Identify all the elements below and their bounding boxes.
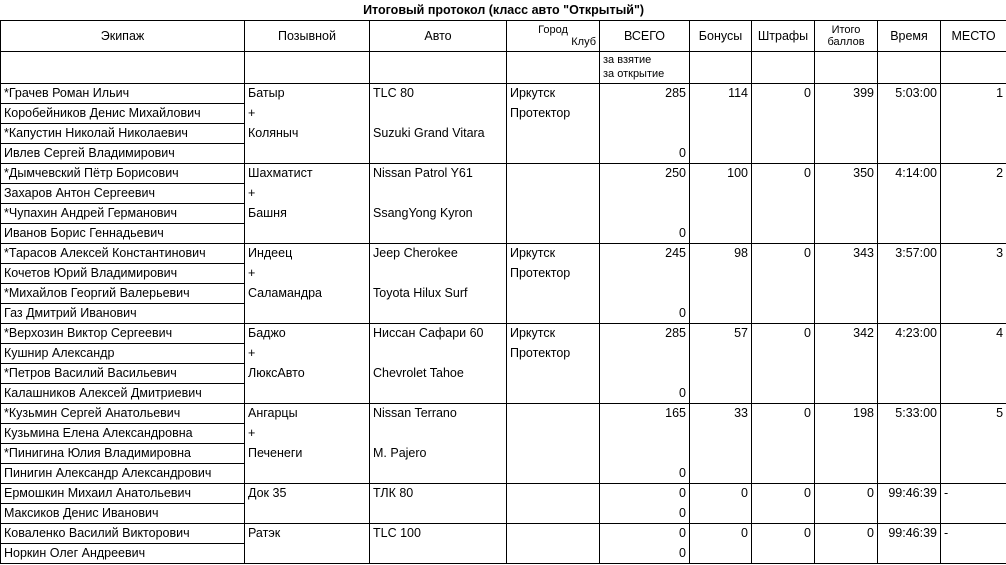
cell-crew: Максиков Денис Иванович xyxy=(1,504,245,524)
cell-crew: *Тарасов Алексей Константинович xyxy=(1,244,245,264)
cell-place: - xyxy=(941,484,1006,504)
cell-car: Jeep Cherokee xyxy=(370,244,507,264)
cell-crew: Иванов Борис Геннадьевич xyxy=(1,224,245,244)
cell-callsign xyxy=(245,504,370,524)
cell-callsign: Печенеги xyxy=(245,444,370,464)
cell-time: 4:23:00 xyxy=(878,324,941,344)
cell-crew: Кузьмина Елена Александровна xyxy=(1,424,245,444)
cell-callsign: + xyxy=(245,264,370,284)
cell-time xyxy=(878,464,941,484)
cell-callsign: Баджо xyxy=(245,324,370,344)
cell-crew: Газ Дмитрий Иванович xyxy=(1,304,245,324)
cell-penalty: 0 xyxy=(752,84,815,104)
cell-points xyxy=(815,184,878,204)
table-row xyxy=(1,304,1006,324)
cell-car: TLC 100 xyxy=(370,524,507,544)
cell-car: Ниссан Сафари 60 xyxy=(370,324,507,344)
cell-bonus xyxy=(690,304,752,324)
cell-place xyxy=(941,384,1006,404)
cell-crew: *Дымчевский Пётр Борисович xyxy=(1,164,245,184)
table-row xyxy=(1,204,1006,224)
table-row xyxy=(1,164,1006,184)
table-row xyxy=(1,224,1006,244)
cell-city: Иркутск xyxy=(507,324,600,344)
table-row xyxy=(1,244,1006,264)
cell-place xyxy=(941,144,1006,164)
header-city-line1: Город xyxy=(538,24,568,36)
cell-place: 1 xyxy=(941,84,1006,104)
cell-penalty xyxy=(752,304,815,324)
cell-place xyxy=(941,304,1006,324)
cell-city xyxy=(507,544,600,564)
cell-total: 285 xyxy=(600,84,690,104)
cell-car: Chevrolet Tahoe xyxy=(370,364,507,384)
cell-city: Иркутск xyxy=(507,84,600,104)
cell-car xyxy=(370,504,507,524)
cell-total xyxy=(600,104,690,124)
cell-car xyxy=(370,344,507,364)
cell-place xyxy=(941,264,1006,284)
cell-time xyxy=(878,204,941,224)
cell-points: 399 xyxy=(815,84,878,104)
cell-bonus: 0 xyxy=(690,524,752,544)
table-row xyxy=(1,144,1006,164)
cell-penalty: 0 xyxy=(752,244,815,264)
cell-penalty xyxy=(752,264,815,284)
cell-time: 99:46:39 xyxy=(878,524,941,544)
table-row xyxy=(1,184,1006,204)
table-row xyxy=(1,504,1006,524)
cell-city: Протектор xyxy=(507,264,600,284)
cell-car: Nissan Patrol Y61 xyxy=(370,164,507,184)
cell-points: 342 xyxy=(815,324,878,344)
subheader-cell xyxy=(245,52,370,84)
cell-points: 343 xyxy=(815,244,878,264)
cell-crew: *Грачев Роман Ильич xyxy=(1,84,245,104)
cell-crew: Калашников Алексей Дмитриевич xyxy=(1,384,245,404)
cell-place xyxy=(941,124,1006,144)
cell-callsign xyxy=(245,144,370,164)
cell-points xyxy=(815,104,878,124)
cell-crew: Кочетов Юрий Владимирович xyxy=(1,264,245,284)
cell-car xyxy=(370,104,507,124)
cell-place xyxy=(941,104,1006,124)
cell-total xyxy=(600,184,690,204)
cell-penalty xyxy=(752,204,815,224)
cell-crew: Коробейников Денис Михайлович xyxy=(1,104,245,124)
cell-place: - xyxy=(941,524,1006,544)
cell-crew: *Капустин Николай Николаевич xyxy=(1,124,245,144)
cell-points xyxy=(815,144,878,164)
cell-place xyxy=(941,184,1006,204)
cell-crew: *Михайлов Георгий Валерьевич xyxy=(1,284,245,304)
cell-bonus xyxy=(690,284,752,304)
subheader-cell xyxy=(752,52,815,84)
cell-points xyxy=(815,204,878,224)
table-row xyxy=(1,344,1006,364)
cell-penalty xyxy=(752,544,815,564)
cell-callsign: Коляныч xyxy=(245,124,370,144)
cell-city xyxy=(507,464,600,484)
cell-time xyxy=(878,304,941,324)
cell-penalty xyxy=(752,444,815,464)
header-penalty: Штрафы xyxy=(752,21,815,52)
cell-points: 350 xyxy=(815,164,878,184)
cell-car xyxy=(370,304,507,324)
cell-callsign: + xyxy=(245,104,370,124)
cell-penalty xyxy=(752,284,815,304)
cell-bonus xyxy=(690,424,752,444)
cell-time xyxy=(878,124,941,144)
cell-crew: Ермошкин Михаил Анатольевич xyxy=(1,484,245,504)
cell-points xyxy=(815,284,878,304)
cell-callsign: Саламандра xyxy=(245,284,370,304)
cell-place xyxy=(941,364,1006,384)
cell-callsign: Ратэк xyxy=(245,524,370,544)
cell-total: 245 xyxy=(600,244,690,264)
header-bonus: Бонусы xyxy=(690,21,752,52)
cell-bonus: 100 xyxy=(690,164,752,184)
cell-place xyxy=(941,344,1006,364)
cell-time xyxy=(878,504,941,524)
cell-time xyxy=(878,384,941,404)
cell-penalty xyxy=(752,424,815,444)
cell-time: 5:03:00 xyxy=(878,84,941,104)
cell-bonus: 114 xyxy=(690,84,752,104)
cell-place xyxy=(941,284,1006,304)
cell-points xyxy=(815,344,878,364)
subheader-cell xyxy=(941,52,1006,84)
table-row xyxy=(1,404,1006,424)
cell-city xyxy=(507,304,600,324)
cell-penalty: 0 xyxy=(752,404,815,424)
cell-bonus xyxy=(690,344,752,364)
cell-city xyxy=(507,444,600,464)
cell-penalty xyxy=(752,224,815,244)
cell-bonus xyxy=(690,104,752,124)
cell-total: 0 xyxy=(600,144,690,164)
cell-total xyxy=(600,344,690,364)
cell-crew: *Кузьмин Сергей Анатольевич xyxy=(1,404,245,424)
cell-callsign xyxy=(245,544,370,564)
cell-car xyxy=(370,424,507,444)
subheader-cell xyxy=(878,52,941,84)
cell-points xyxy=(815,224,878,244)
cell-penalty xyxy=(752,124,815,144)
cell-points xyxy=(815,464,878,484)
cell-car: M. Pajero xyxy=(370,444,507,464)
cell-bonus xyxy=(690,444,752,464)
cell-points xyxy=(815,364,878,384)
cell-callsign: Башня xyxy=(245,204,370,224)
cell-penalty xyxy=(752,464,815,484)
cell-points xyxy=(815,124,878,144)
cell-car xyxy=(370,544,507,564)
cell-car xyxy=(370,144,507,164)
cell-car xyxy=(370,384,507,404)
cell-total: 285 xyxy=(600,324,690,344)
header-points xyxy=(815,21,878,52)
cell-points xyxy=(815,544,878,564)
cell-callsign: Индеец xyxy=(245,244,370,264)
cell-time xyxy=(878,344,941,364)
cell-time: 4:14:00 xyxy=(878,164,941,184)
cell-penalty xyxy=(752,344,815,364)
table-row xyxy=(1,324,1006,344)
table-row xyxy=(1,264,1006,284)
subheader-total xyxy=(600,52,690,84)
table-row xyxy=(1,524,1006,544)
cell-crew: *Чупахин Андрей Германович xyxy=(1,204,245,224)
cell-place xyxy=(941,544,1006,564)
cell-callsign: Батыр xyxy=(245,84,370,104)
header-row xyxy=(1,21,1006,52)
cell-bonus xyxy=(690,184,752,204)
cell-city xyxy=(507,164,600,184)
header-crew: Экипаж xyxy=(1,21,245,52)
cell-points xyxy=(815,424,878,444)
header-points-line1: Итого xyxy=(831,24,861,36)
cell-city: Иркутск xyxy=(507,244,600,264)
cell-points xyxy=(815,264,878,284)
cell-total: 0 xyxy=(600,304,690,324)
cell-bonus xyxy=(690,124,752,144)
cell-points xyxy=(815,504,878,524)
cell-time xyxy=(878,264,941,284)
cell-callsign: + xyxy=(245,424,370,444)
cell-total xyxy=(600,364,690,384)
cell-bonus xyxy=(690,464,752,484)
cell-city: Протектор xyxy=(507,344,600,364)
cell-car: SsangYong Kyron xyxy=(370,204,507,224)
cell-time xyxy=(878,284,941,304)
cell-place xyxy=(941,464,1006,484)
cell-total xyxy=(600,444,690,464)
cell-penalty: 0 xyxy=(752,164,815,184)
cell-bonus xyxy=(690,204,752,224)
table-row xyxy=(1,424,1006,444)
cell-total xyxy=(600,204,690,224)
cell-total: 0 xyxy=(600,384,690,404)
cell-callsign xyxy=(245,384,370,404)
cell-penalty xyxy=(752,364,815,384)
cell-time xyxy=(878,224,941,244)
cell-callsign: Док 35 xyxy=(245,484,370,504)
cell-bonus xyxy=(690,144,752,164)
cell-car: TLC 80 xyxy=(370,84,507,104)
cell-crew: Норкин Олег Андреевич xyxy=(1,544,245,564)
header-total: ВСЕГО xyxy=(600,21,690,52)
cell-crew: *Верхозин Виктор Сергеевич xyxy=(1,324,245,344)
cell-time: 3:57:00 xyxy=(878,244,941,264)
table-row xyxy=(1,124,1006,144)
cell-bonus xyxy=(690,544,752,564)
cell-time xyxy=(878,144,941,164)
cell-penalty xyxy=(752,144,815,164)
header-car: Авто xyxy=(370,21,507,52)
cell-city xyxy=(507,504,600,524)
cell-city xyxy=(507,224,600,244)
cell-total xyxy=(600,264,690,284)
cell-callsign: + xyxy=(245,184,370,204)
subheader-row xyxy=(1,52,1006,84)
cell-car: Suzuki Grand Vitara xyxy=(370,124,507,144)
cell-place xyxy=(941,204,1006,224)
cell-time xyxy=(878,444,941,464)
cell-callsign: Ангарцы xyxy=(245,404,370,424)
cell-total xyxy=(600,424,690,444)
header-city-line2: Клуб xyxy=(571,36,596,48)
table-row xyxy=(1,364,1006,384)
cell-penalty xyxy=(752,184,815,204)
cell-callsign: ЛюксАвто xyxy=(245,364,370,384)
subheader-total-line2: за открытие xyxy=(603,68,665,80)
cell-bonus xyxy=(690,224,752,244)
cell-total: 0 xyxy=(600,464,690,484)
page-title: Итоговый протокол (класс авто "Открытый") xyxy=(363,2,645,17)
table-row xyxy=(1,284,1006,304)
cell-total: 165 xyxy=(600,404,690,424)
subheader-cell xyxy=(370,52,507,84)
cell-callsign: Шахматист xyxy=(245,164,370,184)
cell-bonus: 98 xyxy=(690,244,752,264)
cell-total: 0 xyxy=(600,504,690,524)
cell-points xyxy=(815,444,878,464)
cell-place: 2 xyxy=(941,164,1006,184)
cell-city xyxy=(507,204,600,224)
cell-car xyxy=(370,264,507,284)
cell-penalty xyxy=(752,384,815,404)
cell-place xyxy=(941,444,1006,464)
cell-points: 198 xyxy=(815,404,878,424)
cell-bonus xyxy=(690,364,752,384)
cell-place: 5 xyxy=(941,404,1006,424)
cell-total: 0 xyxy=(600,484,690,504)
table-row xyxy=(1,384,1006,404)
cell-total xyxy=(600,284,690,304)
cell-bonus: 0 xyxy=(690,484,752,504)
subheader-cell xyxy=(815,52,878,84)
cell-city: Протектор xyxy=(507,104,600,124)
table-row xyxy=(1,484,1006,504)
cell-city xyxy=(507,184,600,204)
header-city xyxy=(507,21,600,52)
cell-total: 0 xyxy=(600,544,690,564)
header-callsign: Позывной xyxy=(245,21,370,52)
cell-time xyxy=(878,104,941,124)
cell-time: 99:46:39 xyxy=(878,484,941,504)
cell-car xyxy=(370,224,507,244)
cell-crew: Коваленко Василий Викторович xyxy=(1,524,245,544)
table-row xyxy=(1,84,1006,104)
cell-total: 0 xyxy=(600,224,690,244)
cell-city xyxy=(507,384,600,404)
cell-points: 0 xyxy=(815,524,878,544)
subheader-cell xyxy=(1,52,245,84)
cell-crew: Захаров Антон Сергеевич xyxy=(1,184,245,204)
cell-car: Toyota Hilux Surf xyxy=(370,284,507,304)
subheader-total-line1: за взятие xyxy=(603,54,652,66)
title-row xyxy=(1,0,1006,21)
cell-callsign xyxy=(245,464,370,484)
cell-city xyxy=(507,284,600,304)
cell-time: 5:33:00 xyxy=(878,404,941,424)
cell-crew: *Пинигина Юлия Владимировна xyxy=(1,444,245,464)
cell-car xyxy=(370,184,507,204)
cell-car: ТЛК 80 xyxy=(370,484,507,504)
cell-total: 0 xyxy=(600,524,690,544)
cell-crew: *Петров Василий Васильевич xyxy=(1,364,245,384)
cell-points xyxy=(815,384,878,404)
cell-city xyxy=(507,524,600,544)
cell-penalty: 0 xyxy=(752,484,815,504)
cell-time xyxy=(878,184,941,204)
cell-bonus: 33 xyxy=(690,404,752,424)
cell-place: 3 xyxy=(941,244,1006,264)
subheader-cell xyxy=(507,52,600,84)
header-time: Время xyxy=(878,21,941,52)
cell-time xyxy=(878,424,941,444)
cell-total xyxy=(600,124,690,144)
cell-penalty xyxy=(752,104,815,124)
header-place: МЕСТО xyxy=(941,21,1006,52)
table-row xyxy=(1,104,1006,124)
cell-crew: Ивлев Сергей Владимирович xyxy=(1,144,245,164)
cell-city xyxy=(507,404,600,424)
cell-time xyxy=(878,364,941,384)
subheader-cell xyxy=(690,52,752,84)
cell-city xyxy=(507,124,600,144)
cell-city xyxy=(507,364,600,384)
cell-bonus xyxy=(690,264,752,284)
cell-car: Nissan Terrano xyxy=(370,404,507,424)
cell-penalty xyxy=(752,504,815,524)
cell-penalty: 0 xyxy=(752,324,815,344)
cell-total: 250 xyxy=(600,164,690,184)
cell-points: 0 xyxy=(815,484,878,504)
cell-callsign xyxy=(245,304,370,324)
cell-bonus xyxy=(690,504,752,524)
cell-crew: Пинигин Александр Александрович xyxy=(1,464,245,484)
table-row xyxy=(1,464,1006,484)
cell-city xyxy=(507,484,600,504)
cell-bonus xyxy=(690,384,752,404)
cell-place xyxy=(941,424,1006,444)
cell-points xyxy=(815,304,878,324)
cell-place xyxy=(941,224,1006,244)
table-row xyxy=(1,544,1006,564)
cell-bonus: 57 xyxy=(690,324,752,344)
cell-crew: Кушнир Александр xyxy=(1,344,245,364)
cell-time xyxy=(878,544,941,564)
cell-callsign: + xyxy=(245,344,370,364)
cell-penalty: 0 xyxy=(752,524,815,544)
cell-place xyxy=(941,504,1006,524)
cell-callsign xyxy=(245,224,370,244)
cell-city xyxy=(507,144,600,164)
cell-place: 4 xyxy=(941,324,1006,344)
table-row xyxy=(1,444,1006,464)
cell-car xyxy=(370,464,507,484)
header-points-line2: баллов xyxy=(827,36,865,48)
cell-city xyxy=(507,424,600,444)
